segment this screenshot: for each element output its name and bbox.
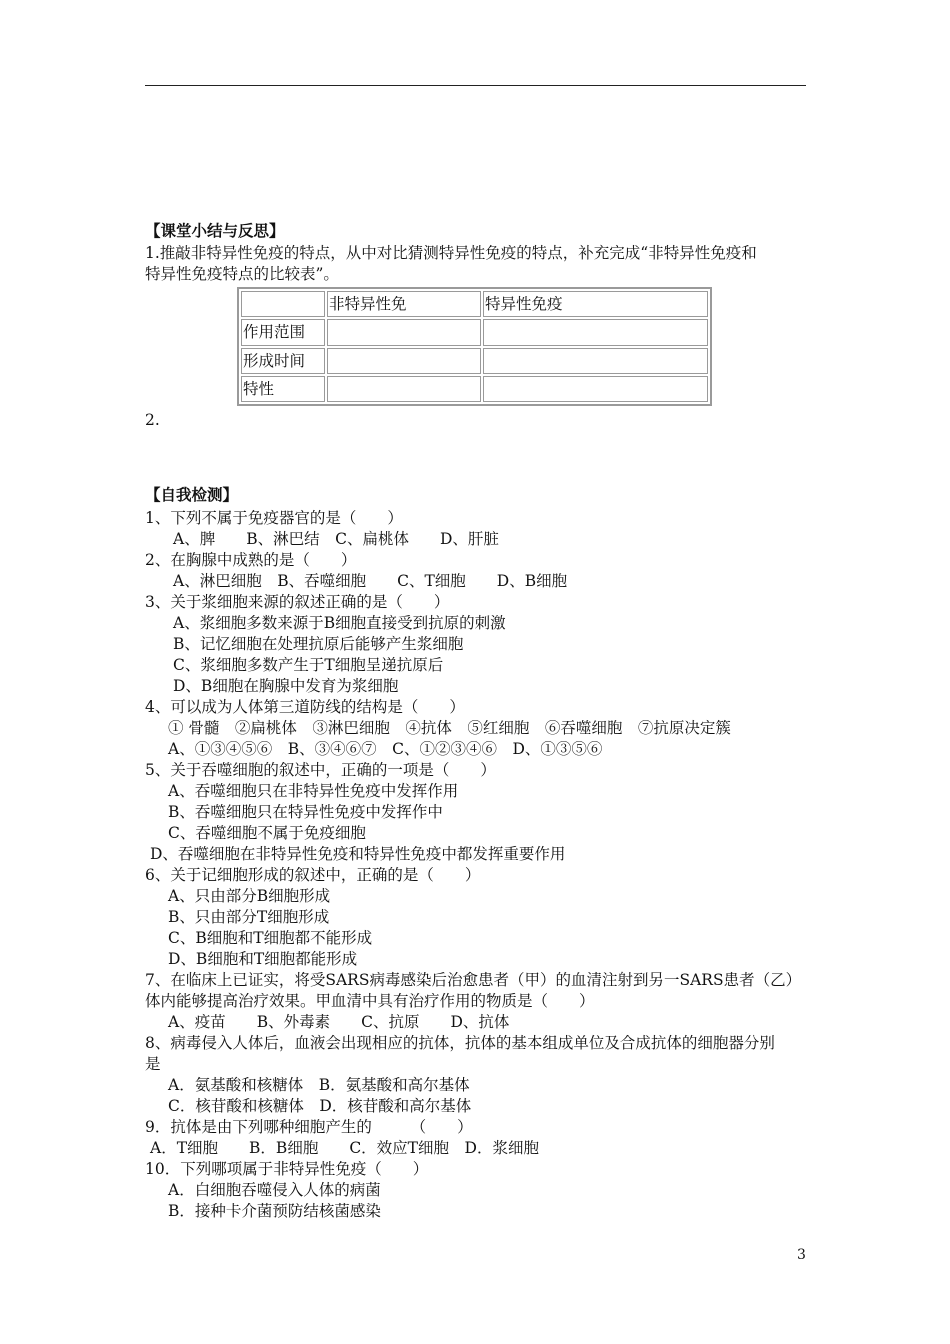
question-1-options: A、脾 B、淋巴结 C、扁桃体 D、肝脏: [173, 530, 499, 548]
question-7-options: A、疫苗 B、外毒素 C、抗原 D、抗体: [168, 1013, 510, 1031]
question-3-option-b: B、记忆细胞在处理抗原后能够产生浆细胞: [173, 635, 464, 653]
table-row-label: 特性: [241, 376, 325, 402]
question-9: 9．抗体是由下列哪种细胞产生的 （ ）: [145, 1118, 473, 1136]
table-col-specific: 特异性免疫: [483, 291, 708, 317]
question-8-line1: 8、病毒侵入人体后，血液会出现相应的抗体，抗体的基本组成单位及合成抗体的细胞器分别: [145, 1034, 775, 1052]
table-col-nonspecific: 非特异性免: [327, 291, 481, 317]
summary-q2: 2.: [145, 411, 160, 429]
table-cell: [483, 319, 708, 345]
question-5-option-a: A、吞噬细胞只在非特异性免疫中发挥作用: [168, 782, 459, 800]
question-3-option-a: A、浆细胞多数来源于B细胞直接受到抗原的刺激: [173, 614, 506, 632]
question-6-option-a: A、只由部分B细胞形成: [168, 887, 331, 905]
question-4-options: A、①③④⑤⑥ B、③④⑥⑦ C、①②③④⑥ D、①③⑤⑥: [168, 740, 603, 758]
table-cell: [327, 319, 481, 345]
question-10-option-a: A．白细胞吞噬侵入人体的病菌: [168, 1181, 381, 1199]
table-row: [241, 319, 708, 345]
table-cell: [327, 348, 481, 374]
question-5-option-b: B、吞噬细胞只在特异性免疫中发挥作中: [168, 803, 443, 821]
question-2: 2、在胸腺中成熟的是（ ）: [145, 551, 357, 569]
question-1: 1、下列不属于免疫器官的是（ ）: [145, 509, 403, 527]
question-9-options: A．T细胞 B．B细胞 C．效应T细胞 D．浆细胞: [150, 1139, 539, 1157]
question-3-option-c: C、浆细胞多数产生于T细胞呈递抗原后: [173, 656, 444, 674]
question-6: 6、关于记细胞形成的叙述中，正确的是（ ）: [145, 866, 481, 884]
summary-q1-line1: 1.推敲非特异性免疫的特点，从中对比猜测特异性免疫的特点，补充完成“非特异性免疫和: [145, 244, 757, 262]
question-8-line2: 是: [145, 1055, 161, 1073]
table-cell: [483, 348, 708, 374]
page-number: 3: [797, 1247, 806, 1263]
question-2-options: A、淋巴细胞 B、吞噬细胞 C、T细胞 D、B细胞: [173, 572, 568, 590]
table-cell: [327, 376, 481, 402]
summary-q1-line2: 特异性免疫特点的比较表”。: [145, 265, 339, 283]
question-7-line1: 7、在临床上已证实，将受SARS病毒感染后治愈患者（甲）的血清注射到另一SARS患者（乙）: [145, 971, 802, 989]
section-heading-selftest: 【自我检测】: [145, 485, 239, 504]
table-row: [241, 348, 708, 374]
question-4: 4、可以成为人体第三道防线的结构是（ ）: [145, 698, 465, 716]
table-corner-cell: [241, 291, 325, 317]
question-8-options-cd: C．核苷酸和核糖体 D．核苷酸和高尔基体: [168, 1097, 472, 1115]
question-3-option-d: D、B细胞在胸腺中发育为浆细胞: [173, 677, 399, 695]
table-row-label: 形成时间: [241, 348, 325, 374]
question-5-option-c: C、吞噬细胞不属于免疫细胞: [168, 824, 366, 842]
table-row-label: 作用范围: [241, 319, 325, 345]
question-5-option-d: D、吞噬细胞在非特异性免疫和特异性免疫中都发挥重要作用: [150, 845, 566, 863]
table-cell: [483, 376, 708, 402]
question-4-items: ① 骨髓 ②扁桃体 ③淋巴细胞 ④抗体 ⑤红细胞 ⑥吞噬细胞 ⑦抗原决定簇: [168, 719, 731, 737]
comparison-table: [237, 287, 712, 406]
question-3: 3、关于浆细胞来源的叙述正确的是（ ）: [145, 593, 450, 611]
question-6-option-b: B、只由部分T细胞形成: [168, 908, 330, 926]
question-5: 5、关于吞噬细胞的叙述中，正确的一项是（ ）: [145, 761, 496, 779]
question-10-option-b: B．接种卡介菌预防结核菌感染: [168, 1202, 381, 1220]
question-6-option-d: D、B细胞和T细胞都能形成: [168, 950, 358, 968]
question-6-option-c: C、B细胞和T细胞都不能形成: [168, 929, 373, 947]
header-rule: [145, 85, 806, 86]
question-10: 10．下列哪项属于非特异性免疫（ ）: [145, 1160, 429, 1178]
section-heading-summary: 【课堂小结与反思】: [145, 221, 285, 240]
table-header-row: [241, 291, 708, 317]
question-7-line2: 体内能够提高治疗效果。甲血清中具有治疗作用的物质是（ ）: [145, 992, 595, 1010]
question-8-options-ab: A．氨基酸和核糖体 B．氨基酸和高尔基体: [168, 1076, 470, 1094]
table-row: [241, 376, 708, 402]
